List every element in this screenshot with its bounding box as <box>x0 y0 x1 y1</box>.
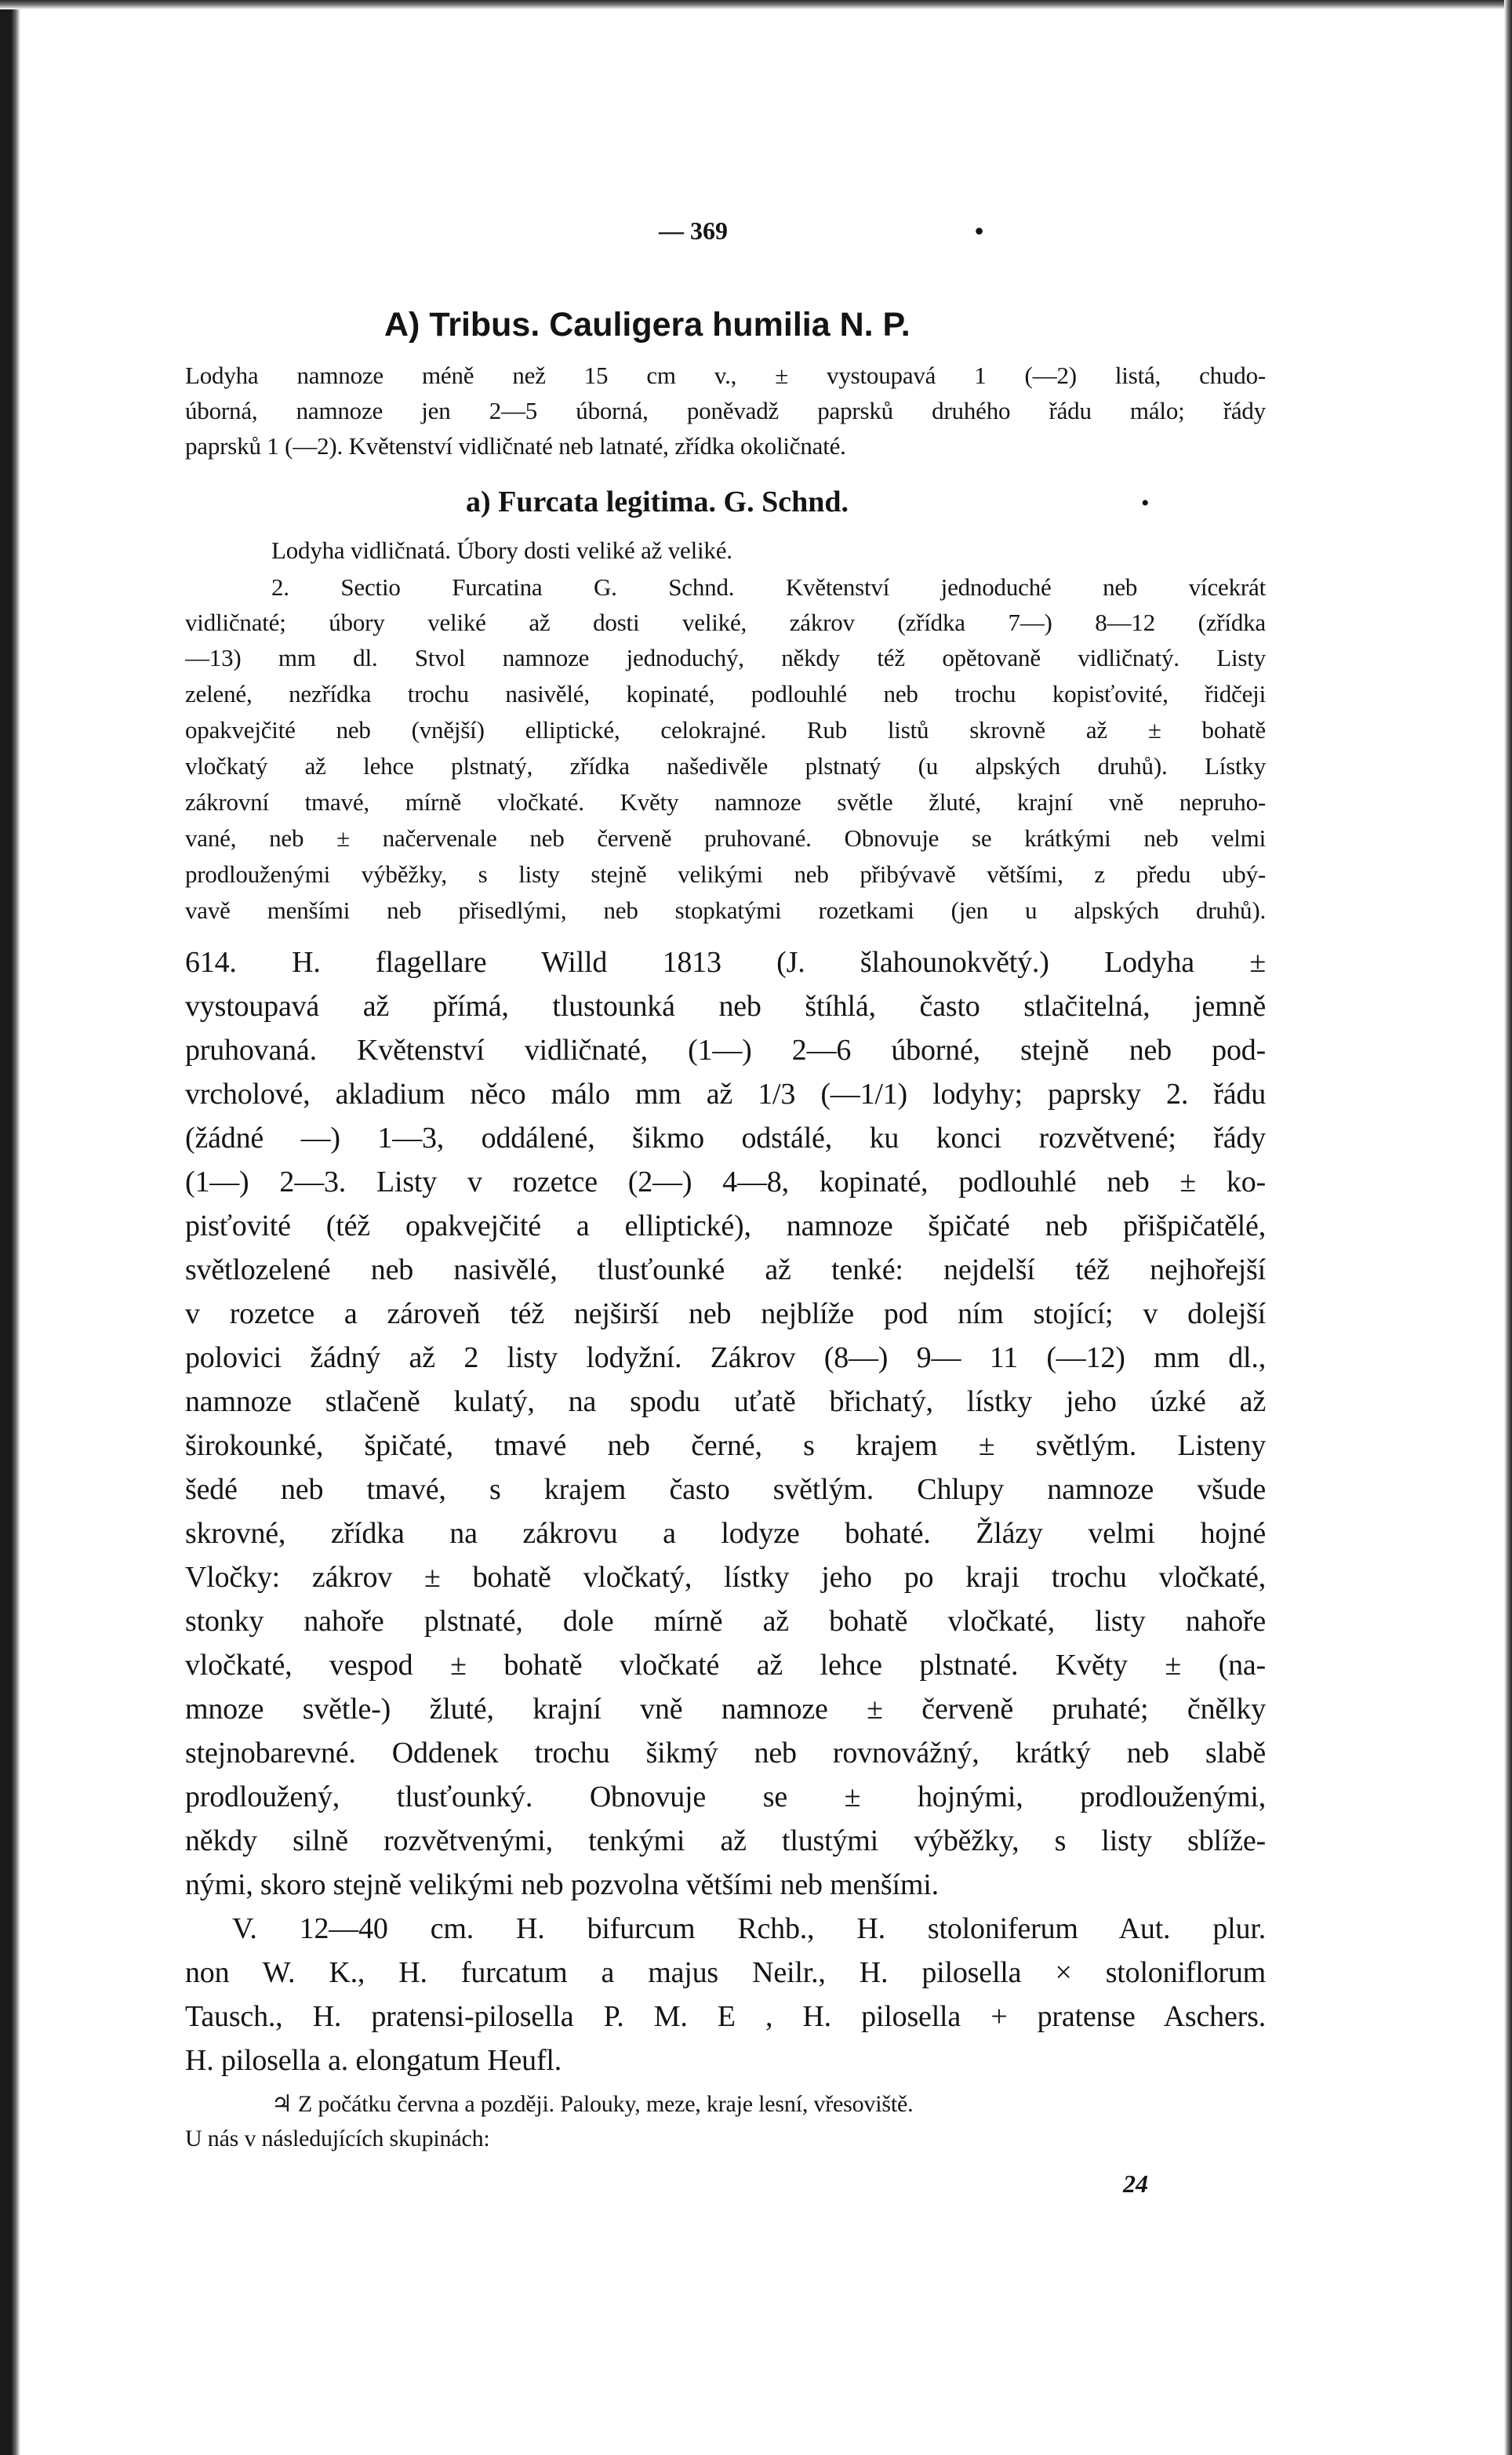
species-line: vrcholové, akladium něco málo mm až 1/3 (—1/1) lodyhy; paprsky 2. řádu <box>185 1078 1266 1111</box>
species-line: v rozetce a zároveň též nejširší neb nejblíže pod ním stojící; v dolejší <box>185 1297 1266 1330</box>
species-line: mnoze světle-) žluté, krajní vně namnoze ± červeně pruhaté; čnělky <box>185 1693 1266 1726</box>
species-line: vločkaté, vespod ± bohatě vločkaté až lehce plstnaté. Květy ± (na- <box>185 1649 1266 1682</box>
subsection-line: vané, neb ± načervenale neb červeně pruhované. Obnovuje se krátkými neb velmi <box>185 824 1266 852</box>
section-separator: • <box>1141 490 1150 516</box>
subsection-line: vločkatý až lehce plstnatý, zřídka našedivěle plstnatý (u alpských druhů). Lístky <box>185 752 1266 780</box>
page-dot: • <box>975 216 984 245</box>
species-line: pisťovité (též opakvejčité a elliptické), namnoze špičaté neb přišpičatělé, <box>185 1209 1266 1242</box>
species-line: Vločky: zákrov ± bohatě vločkatý, lístky jeho po kraji trochu vločkaté, <box>185 1561 1266 1594</box>
tribus-line: Lodyha namnoze méně než 15 cm v., ± vystoupavá 1 (—2) listá, chudo- <box>185 362 1266 389</box>
tribus-line: úborná, namnoze jen 2—5 úborná, poněvadž paprsků druhého řádu málo; řády <box>185 397 1266 424</box>
synonym-line: V. 12—40 cm. H. bifurcum Rchb., H. stoloniferum Aut. plur. <box>232 1912 1266 1945</box>
subsection-line: vidličnaté; úbory veliké až dosti veliké, zákrov (zřídka 7—) 8—12 (zřídka <box>185 609 1266 636</box>
species-line: (žádné —) 1—3, oddálené, šikmo odstálé, ku konci rozvětvené; řády <box>185 1122 1266 1155</box>
species-line: pruhovaná. Květenství vidličnaté, (1—) 2—6 úborné, stejně neb pod- <box>185 1034 1266 1067</box>
tribus-heading: A) Tribus. Cauligera humilia N. P. <box>384 306 910 344</box>
page-number: — 369 <box>659 216 728 245</box>
section-heading: a) Furcata legitima. G. Schnd. <box>466 486 849 518</box>
subsection-line: —13) mm dl. Stvol namnoze jednoduchý, někdy též opětovaně vidličnatý. Listy <box>185 644 1266 671</box>
species-line: někdy silně rozvětvenými, tenkými až tlustými výběžky, s listy sblíže- <box>185 1824 1266 1857</box>
synonym-line: non W. K., H. furcatum a majus Neilr., H. pilosella × stoloniflorum <box>185 1956 1266 1989</box>
species-line: namnoze stlačeně kulatý, na spodu uťatě břichatý, lístky jeho úzké až <box>185 1385 1266 1418</box>
subsection-line: Lodyha vidličnatá. Úbory dosti veliké až veliké. <box>271 536 732 564</box>
subsection-line: vavě menšími neb přisedlými, neb stopkatými rozetkami (jen u alpských druhů). <box>185 897 1266 924</box>
subsection-line: zelené, nezřídka trochu nasivělé, kopinaté, podlouhlé neb trochu kopisťovité, řidčeji <box>185 680 1266 707</box>
species-line: širokounké, špičaté, tmavé neb černé, s krajem ± světlým. Listeny <box>185 1429 1266 1462</box>
subsection-line: zákrovní tmavé, mírně vločkaté. Květy namnoze světle žluté, krajní vně nepruho- <box>185 788 1266 816</box>
synonym-line: Tausch., H. pratensi-pilosella P. M. E , H. pilosella + pratense Aschers. <box>185 2000 1266 2033</box>
subsection-line: 2. Sectio Furcatina G. Schnd. Květenství jednoduché neb vícekrát <box>271 573 1266 601</box>
tribus-line: paprsků 1 (—2). Květenství vidličnaté neb latnaté, zřídka okoličnaté. <box>185 432 846 460</box>
species-line: stonky nahoře plstnaté, dole mírně až bohatě vločkaté, listy nahoře <box>185 1605 1266 1638</box>
species-line: prodloužený, tlusťounký. Obnovuje se ± hojnými, prodlouženými, <box>185 1780 1266 1813</box>
scan-edge-top <box>0 0 1512 9</box>
species-line: nými, skoro stejně velikými neb pozvolna většími neb menšími. <box>185 1868 939 1901</box>
subsection-line: opakvejčité neb (vnější) elliptické, celokrajné. Rub listů skrovně až ± bohatě <box>185 716 1266 744</box>
species-line: skrovné, zřídka na zákrovu a lodyze bohaté. Žlázy velmi hojné <box>185 1517 1266 1550</box>
synonym-line: H. pilosella a. elongatum Heufl. <box>185 2044 562 2077</box>
groups-intro: U nás v následujících skupinách: <box>185 2126 490 2151</box>
species-line: stejnobarevné. Oddenek trochu šikmý neb rovnovážný, krátký neb slabě <box>185 1737 1266 1769</box>
species-line: světlozelené neb nasivělé, tlusťounké až tenké: nejdelší též nejhořejší <box>185 1253 1266 1286</box>
species-line: (1—) 2—3. Listy v rozetce (2—) 4—8, kopinaté, podlouhlé neb ± ko- <box>185 1166 1266 1198</box>
flowering-line: ♃ Z počátku června a později. Palouky, meze, kraje lesní, vřesoviště. <box>271 2091 914 2117</box>
species-line: polovici žádný až 2 listy lodyžní. Zákrov (8—) 9— 11 (—12) mm dl., <box>185 1341 1266 1374</box>
species-line: vystoupavá až přímá, tlustounká neb štíhlá, často stlačitelná, jemně <box>185 990 1266 1023</box>
species-line: šedé neb tmavé, s krajem často světlým. Chlupy namnoze všude <box>185 1473 1266 1506</box>
subsection-line: prodlouženými výběžky, s listy stejně velikými neb přibývavě většími, z předu ubý- <box>185 860 1266 888</box>
scan-edge-left <box>0 0 20 2455</box>
scan-edge-right <box>1504 0 1512 2455</box>
species-line: 614. H. flagellare Willd 1813 (J. šlahounokvětý.) Lodyha ± <box>185 946 1266 979</box>
signature-mark: 24 <box>1123 2169 1148 2198</box>
